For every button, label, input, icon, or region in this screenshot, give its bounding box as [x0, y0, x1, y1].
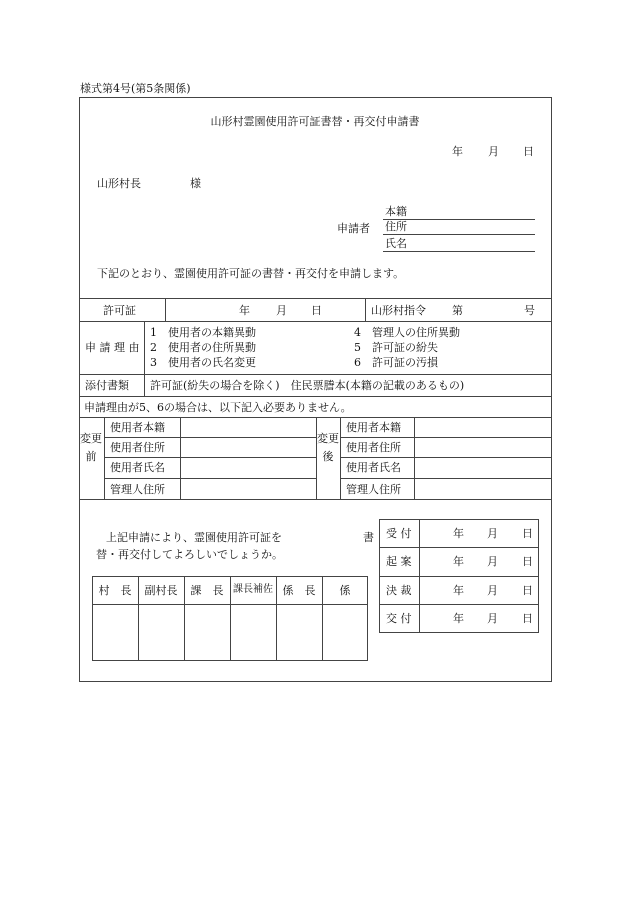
processing-label-drafted: 起 案 [386, 555, 412, 568]
applicant-name-label: 氏名 [385, 237, 407, 250]
date-year: 年 [452, 145, 463, 158]
stamp-header-subsection-chief: 係 長 [282, 584, 316, 597]
change-before-label: 変更前 [80, 432, 102, 463]
processing-drafted-day: 日 [522, 555, 533, 568]
intro-text: 下記のとおり、霊園使用許可証の書替・再交付を申請します。 [97, 267, 405, 280]
processing-approved-year: 年 [453, 584, 464, 597]
date-day: 日 [523, 145, 534, 158]
before-row-manager: 管理人住所 [110, 483, 165, 496]
reason-item-3: 3 使用者の氏名変更 [150, 356, 256, 369]
divider [79, 499, 552, 500]
stamp-header-staff: 係 [339, 584, 351, 597]
addressee-honorific: 様 [190, 177, 201, 190]
after-row-address: 使用者住所 [346, 441, 401, 454]
divider [379, 604, 539, 605]
stamp-box-staff[interactable] [323, 605, 367, 660]
processing-label-approved: 決 裁 [386, 584, 412, 597]
stamp-box-section-chief[interactable] [185, 605, 229, 660]
processing-approved-day: 日 [522, 584, 533, 597]
date-month: 月 [488, 145, 499, 158]
divider [340, 457, 552, 458]
divider [340, 437, 552, 438]
divider [104, 417, 105, 499]
processing-received-year: 年 [453, 527, 464, 540]
approval-text-line2: 替・再交付してよろしいでしょうか。 [96, 548, 283, 561]
divider [340, 417, 341, 499]
form-number: 様式第4号(第5条関係) [80, 82, 191, 95]
divider [379, 547, 539, 548]
processing-received-day: 日 [522, 527, 533, 540]
applicant-address-label: 住所 [385, 220, 407, 233]
applicant-label: 申請者 [337, 222, 370, 235]
processing-label-issued: 交 付 [386, 612, 412, 625]
after-row-honseki: 使用者本籍 [346, 421, 401, 434]
stamp-box-assistant-chief[interactable] [231, 605, 275, 660]
reasons-label: 申 請 理 由 [85, 341, 140, 354]
reason-item-6: 6 許可証の汚損 [354, 356, 438, 369]
divider [104, 437, 316, 438]
after-row-name: 使用者氏名 [346, 461, 401, 474]
after-row-manager: 管理人住所 [346, 483, 401, 496]
processing-drafted-month: 月 [487, 555, 498, 568]
processing-label-received: 受 付 [386, 527, 412, 540]
permit-issuer: 山形村指令 [371, 304, 426, 317]
applicant-address-line[interactable] [383, 234, 535, 235]
permit-day: 日 [311, 304, 322, 317]
divider [165, 298, 166, 321]
divider [79, 321, 552, 322]
attachments-label: 添付書類 [85, 379, 129, 392]
reason-item-2: 2 使用者の住所異動 [150, 341, 256, 354]
stamp-box-subsection-chief[interactable] [277, 605, 321, 660]
change-after-label: 変更後 [317, 432, 339, 463]
divider [104, 457, 316, 458]
note-text: 申請理由が5、6の場合は、以下記入必要ありません。 [84, 401, 352, 414]
divider [340, 478, 552, 479]
divider [414, 417, 415, 499]
divider [79, 374, 552, 375]
stamp-header-section-chief: 課 長 [190, 584, 224, 597]
stamp-header-assistant-chief: 課長補佐 [233, 584, 273, 595]
stamp-header-deputy-mayor: 副村長 [144, 584, 178, 597]
permit-label: 許可証 [103, 304, 136, 317]
divider [144, 321, 145, 374]
form-title: 山形村霊園使用許可証書替・再交付申請書 [210, 115, 420, 128]
processing-issued-month: 月 [487, 612, 498, 625]
reason-item-5: 5 許可証の紛失 [354, 341, 438, 354]
before-row-address: 使用者住所 [110, 441, 165, 454]
divider [379, 576, 539, 577]
applicant-honseki-label: 本籍 [385, 205, 407, 218]
divider [180, 417, 181, 499]
stamp-box-mayor[interactable] [93, 605, 137, 660]
addressee-name: 山形村長 [97, 177, 141, 190]
processing-approved-month: 月 [487, 584, 498, 597]
before-row-honseki: 使用者本籍 [110, 421, 165, 434]
reason-item-1: 1 使用者の本籍異動 [150, 326, 256, 339]
reason-item-4: 4 管理人の住所異動 [354, 326, 460, 339]
permit-go: 号 [524, 304, 535, 317]
divider [104, 478, 316, 479]
stamp-header-mayor: 村 長 [98, 584, 132, 597]
processing-received-month: 月 [487, 527, 498, 540]
divider [79, 396, 552, 397]
permit-month: 月 [276, 304, 287, 317]
divider [144, 374, 145, 396]
divider [79, 298, 552, 299]
processing-issued-day: 日 [522, 612, 533, 625]
processing-issued-year: 年 [453, 612, 464, 625]
approval-sho: 書 [363, 531, 374, 544]
before-row-name: 使用者氏名 [110, 461, 165, 474]
processing-drafted-year: 年 [453, 555, 464, 568]
permit-dai: 第 [452, 304, 463, 317]
approval-text-line1: 上記申請により、霊園使用許可証を [106, 531, 282, 544]
divider [419, 519, 420, 633]
attachments-text: 許可証(紛失の場合を除く) 住民票謄本(本籍の記載のあるもの) [150, 379, 465, 392]
applicant-name-line[interactable] [383, 251, 535, 252]
stamp-box-deputy-mayor[interactable] [139, 605, 183, 660]
divider [365, 298, 366, 321]
permit-year: 年 [239, 304, 250, 317]
